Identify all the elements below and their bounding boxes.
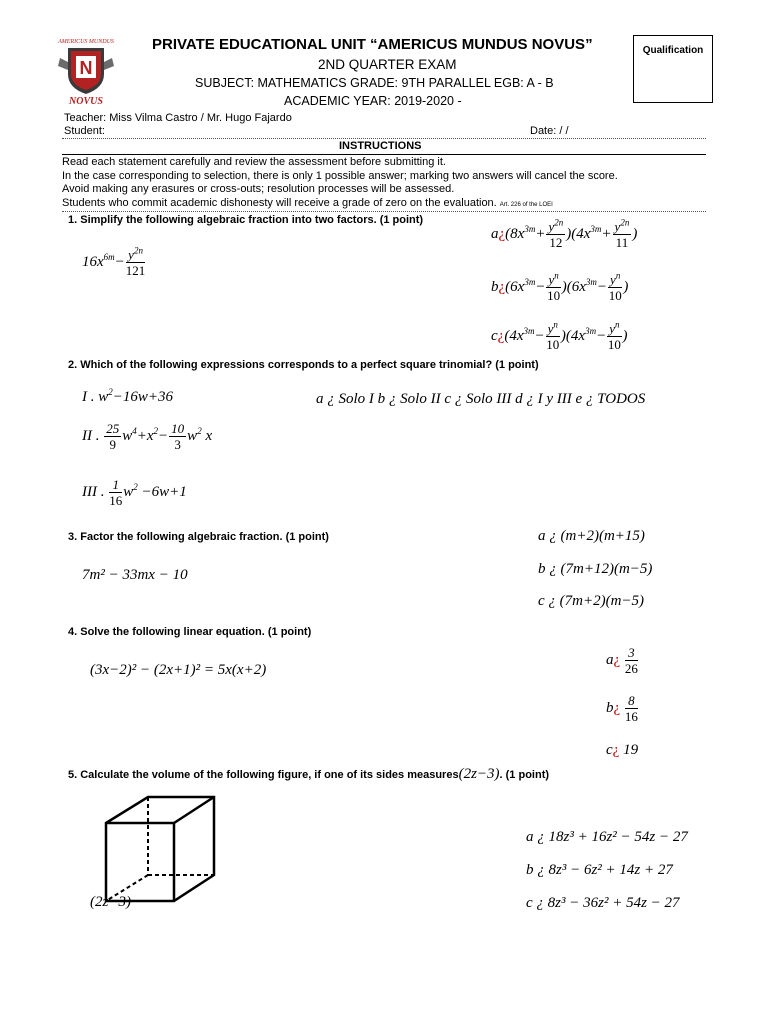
school-title: PRIVATE EDUCATIONAL UNIT “AMERICUS MUNDUS NOVUS” (152, 36, 593, 53)
date-label: Date: / / (530, 125, 569, 137)
q3-option-b: b ¿ (7m+12)(m−5) (538, 561, 653, 577)
instruction-item: Avoid making any erasures or cross-outs; resolution processes will be assessed. (62, 183, 455, 195)
q1-expression: $16x^{6m}-$ $\frac{y^{2n}}{121}$ (82, 245, 146, 278)
q4-option-a: a¿ $\frac{3}{26}$ (606, 645, 638, 676)
q2-expression-1: I . $w^2-16w+36$ (82, 387, 173, 405)
subject-line: SUBJECT: MATHEMATICS GRADE: 9TH PARALLEL EGB: A - B (195, 76, 554, 90)
q5-option-c: c ¿ 8z³ − 36z² + 54z − 27 (526, 895, 680, 911)
instruction-item: Read each statement carefully and review the assessment before submitting it. (62, 156, 446, 168)
q2-expression-3: III . $\frac{1}{16}$ $w^2 -6w+1$ (82, 477, 187, 508)
academic-year: ACADEMIC YEAR: 2019-2020 - (284, 94, 462, 108)
q3-option-a: a ¿ (m+2)(m+15) (538, 528, 645, 544)
qualification-label: Qualification (642, 45, 704, 56)
cube-figure (100, 795, 220, 910)
q1-option-a: $a¿(8x^{3m}+$ $\frac{y^{2n}}{12}$ )($4x^{3m}+$ $\frac{y^{2n}}{11}$ ) (491, 217, 638, 250)
shield-crest-icon (54, 34, 118, 106)
footnote: Art. 226 of the LOEI (499, 202, 553, 208)
logo-top-text: AMERICUS MUNDUS (58, 39, 114, 45)
q1-option-c: $c¿(4x^{3m}-$ $\frac{y^n}{10}$ )($4x^{3m}-$ $\frac{y^n}{10}$ ) (491, 319, 628, 352)
logo-bottom-text: NOVUS (69, 96, 103, 107)
divider (62, 154, 706, 155)
q3-option-c: c ¿ (7m+2)(m−5) (538, 593, 645, 609)
q1-option-b: $b¿(6x^{3m}-$ $\frac{y^n}{10}$ )($6x^{3m}-$ $\frac{y^n}{10}$ ) (491, 270, 629, 303)
question-4: 4. Solve the following linear equation. (1 point) (68, 626, 312, 638)
q2-expression-2: II . $\frac{25}{9}$ $w^4+x^2-$ $\frac{10}{3}$ $w^2$ x (82, 421, 213, 452)
student-label: Student: (64, 125, 105, 137)
question-1: 1. Simplify the following algebraic fraction into two factors. (1 point) (68, 214, 424, 226)
question-2: 2. Which of the following expressions corresponds to a perfect square trinomial? (1 point) (68, 359, 539, 371)
qualification-box (633, 35, 713, 103)
school-logo (54, 34, 118, 106)
q4-expression: (3x−2)² − (2x+1)² = 5x(x+2) (90, 662, 267, 678)
q4-option-b: b¿ $\frac{8}{16}$ (606, 693, 638, 724)
instruction-item: Students who commit academic dishonesty will receive a grade of zero on the evaluation. Art. 226 of the LOEI (62, 197, 553, 209)
side-measure: (2z−3) (458, 766, 500, 782)
logo-letter: N (79, 58, 93, 78)
question-3: 3. Factor the following algebraic fraction. (1 point) (68, 531, 329, 543)
divider (62, 138, 706, 139)
instruction-item: In the case corresponding to selection, there is only 1 possible answer; marking two answers will cancel the score. (62, 170, 618, 182)
divider (62, 211, 706, 212)
exam-title: 2ND QUARTER EXAM (318, 57, 457, 72)
cube-side-label: (2z−3) (90, 894, 131, 910)
teacher-line: Teacher: Miss Vilma Castro / Mr. Hugo Fajardo (64, 112, 292, 124)
q4-option-c: c¿ 19 (606, 742, 639, 758)
q3-expression: 7m² − 33mx − 10 (82, 567, 188, 583)
cube-icon (100, 795, 220, 905)
q5-option-a: a ¿ 18z³ + 16z² − 54z − 27 (526, 829, 688, 845)
question-5: 5. Calculate the volume of the following figure, if one of its sides measures(2z−3). (1 point) (68, 766, 550, 782)
q5-option-b: b ¿ 8z³ − 6z² + 14z + 27 (526, 862, 673, 878)
q2-options: a ¿ Solo I b ¿ Solo II c ¿ Solo III d ¿ I y III e ¿ TODOS (316, 391, 646, 407)
instructions-heading: INSTRUCTIONS (339, 140, 422, 152)
